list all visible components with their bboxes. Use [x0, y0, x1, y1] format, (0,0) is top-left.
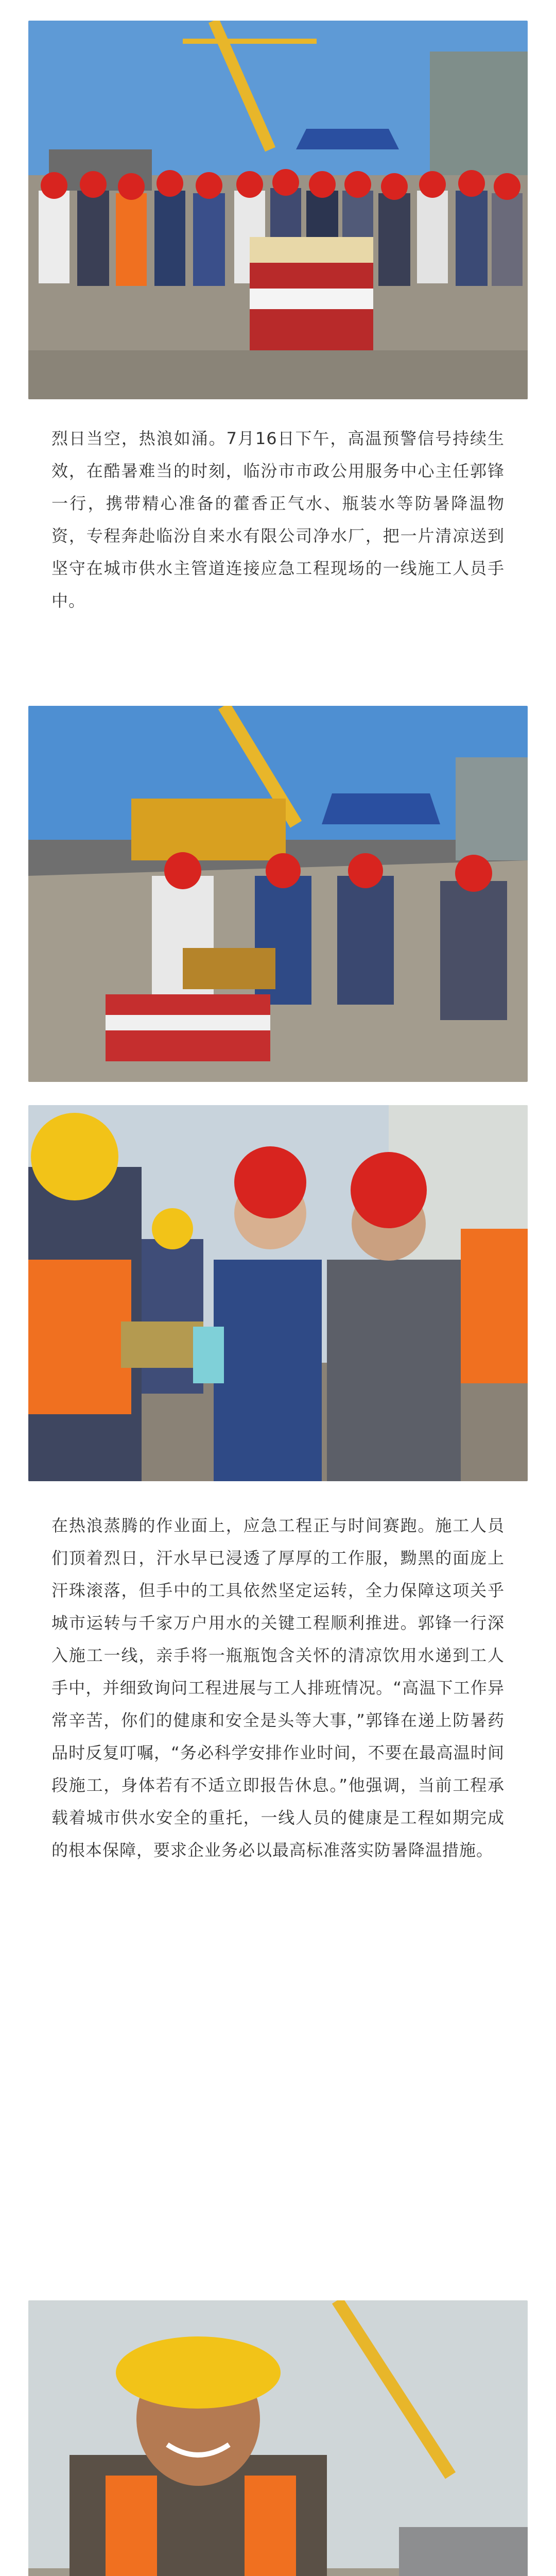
- smiling-worker-photo: [28, 2300, 528, 2576]
- intro-paragraph: 烈日当空，热浪如涌。7月16日下午，高温预警信号持续生效，在酷暑难当的时刻，临汾市市政公用服务中心主任郭锋一行，携带精心准备的藿香正气水、瓶装水等防暑降温物资，专程奔赴临汾自来水有限公司净水厂，把一片清凉送到坚守在城市供水主管道连接应急工程现场的一线施工人员手中。: [51, 429, 505, 611]
- group-photo: [28, 21, 528, 399]
- body-paragraph: 在热浪蒸腾的作业面上，应急工程正与时间赛跑。施工人员们顶着烈日，汗水早已浸透了厚厚的工作服，黝黑的面庞上汗珠滚落，但手中的工具依然坚定运转，全力保障这项关乎城市运转与千家万户用水的关键工程顺利推进。郭锋一行深入施工一线，亲手将一瓶瓶饱含关怀的清凉饮用水递到工人手中，并细致询问工程进展与工人排班情况。“高温下工作异常辛苦，你们的健康和安全是头等大事，”郭锋在递上防暑药品时反复叮嘱，“务必科学安排作业时间，不要在最高温时间段施工，身体若有不适立即报告休息。”他强调，当前工程承载着城市供水安全的重托，一线人员的健康是工程如期完成的根本保障，要求企业务必以最高标准落实防暑降温措施。: [51, 1516, 505, 1860]
- supplies-handover-photo: [28, 706, 528, 1082]
- water-distribution-photo: [28, 1105, 528, 1481]
